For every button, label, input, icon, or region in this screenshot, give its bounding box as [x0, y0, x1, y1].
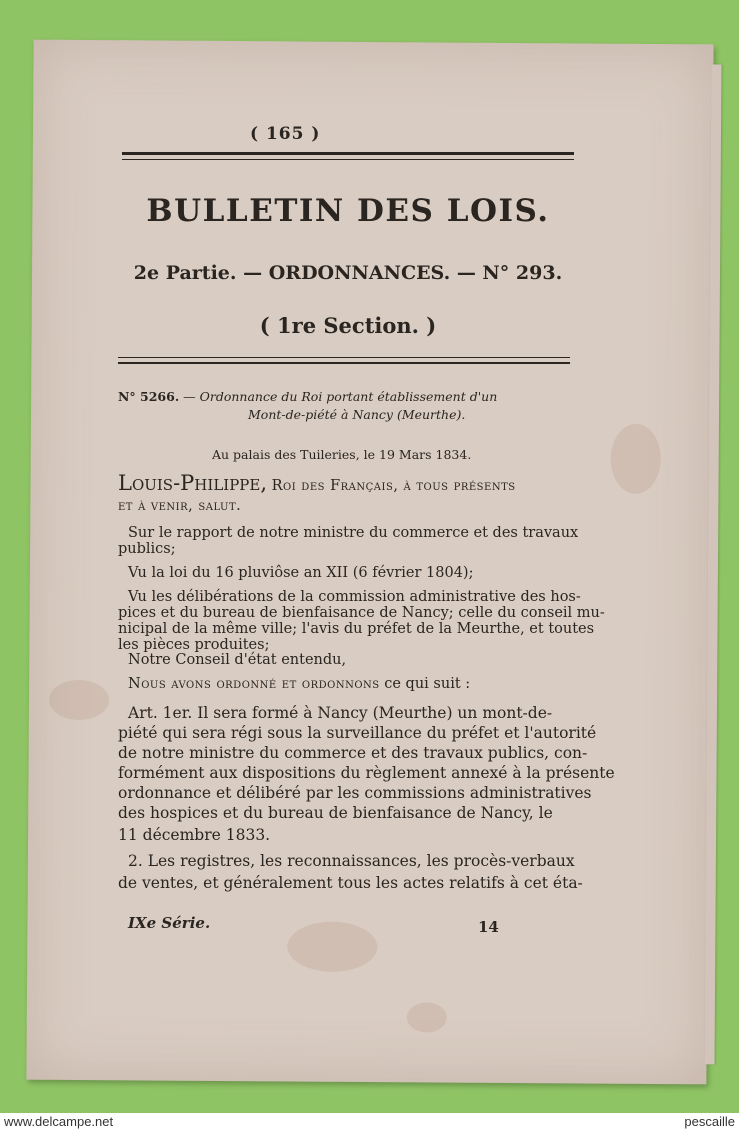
paragraph-line: pices et du bureau de bienfaisance de Nancy; celle du conseil mu- [118, 605, 605, 621]
preamble-salut: et à venir, salut. [118, 498, 242, 514]
ordonnance-title-1: — Ordonnance du Roi portant établissement d'un [183, 389, 498, 404]
paragraph-line: les pièces produites; [118, 637, 270, 653]
paragraph-line: Sur le rapport de notre ministre du commerce et des travaux [128, 525, 579, 541]
article-line: ordonnance et délibéré par les commissions administratives [118, 784, 592, 802]
bulletin-title: BULLETIN DES LOIS. [146, 193, 550, 229]
paper-stain [407, 1002, 447, 1032]
paragraph-line: publics; [118, 541, 176, 557]
watermark-left: www.delcampe.net [4, 1114, 114, 1129]
bulletin-subtitle: 2e Partie. — ORDONNANCES. — N° 293. [133, 262, 563, 284]
section-rule-thick [118, 362, 570, 364]
page-edge [705, 64, 722, 1064]
series-label: IXe Série. [128, 914, 211, 932]
watermark-right: pescaille [684, 1114, 735, 1129]
article-line: des hospices et du bureau de bienfaisance de Nancy, le [118, 804, 553, 822]
sheet-number: 14 [478, 918, 499, 936]
king-title: Roi des Français, à tous présents [271, 478, 516, 494]
article-line: piété qui sera régi sous la surveillance du préfet et l'autorité [118, 724, 597, 742]
paragraph-line: nicipal de la même ville; l'avis du préfet de la Meurthe, et toutes [118, 621, 595, 637]
ordonnance-number: N° 5266. [118, 389, 180, 404]
paper-stain [49, 680, 109, 720]
watermark-band [0, 1113, 739, 1131]
king-name: Louis-Philippe, [118, 471, 268, 495]
article-line: 2. Les registres, les reconnaissances, les procès-verbaux [128, 852, 575, 870]
paper-stain [287, 921, 377, 972]
header-rule-thick [122, 152, 574, 155]
place-date: Au palais des Tuileries, le 19 Mars 1834. [212, 447, 472, 462]
article-line: Art. 1er. Il sera formé à Nancy (Meurthe) un mont-de- [128, 704, 553, 722]
section-label: ( 1re Section. ) [259, 313, 437, 338]
preamble-line-1 [118, 471, 516, 495]
paragraph-line: Vu les délibérations de la commission administrative des hos- [128, 589, 581, 605]
section-rule-thin [118, 357, 570, 358]
paragraph-line: Vu la loi du 16 pluviôse an XII (6 février 1804); [128, 565, 474, 581]
article-line: formément aux dispositions du règlement annexé à la présente [118, 764, 615, 782]
article-line: 11 décembre 1833. [118, 826, 271, 844]
header-rule-thin [122, 159, 574, 160]
paper-stain [610, 424, 660, 494]
ordonnance-heading-line-1 [118, 388, 497, 406]
ordonnance-title-2: Mont-de-piété à Nancy (Meurthe). [248, 407, 466, 422]
page-number: ( 165 ) [250, 124, 321, 144]
article-line: de notre ministre du commerce et des travaux publics, con- [118, 744, 588, 762]
decree-formula [128, 675, 470, 693]
article-line: de ventes, et généralement tous les actes relatifs à cet éta- [118, 874, 583, 892]
decree-formula-rest: ce qui suit : [384, 676, 471, 692]
paragraph-line: Notre Conseil d'état entendu, [128, 652, 347, 668]
decree-formula-sc: Nous avons ordonné et ordonnons [128, 676, 380, 692]
